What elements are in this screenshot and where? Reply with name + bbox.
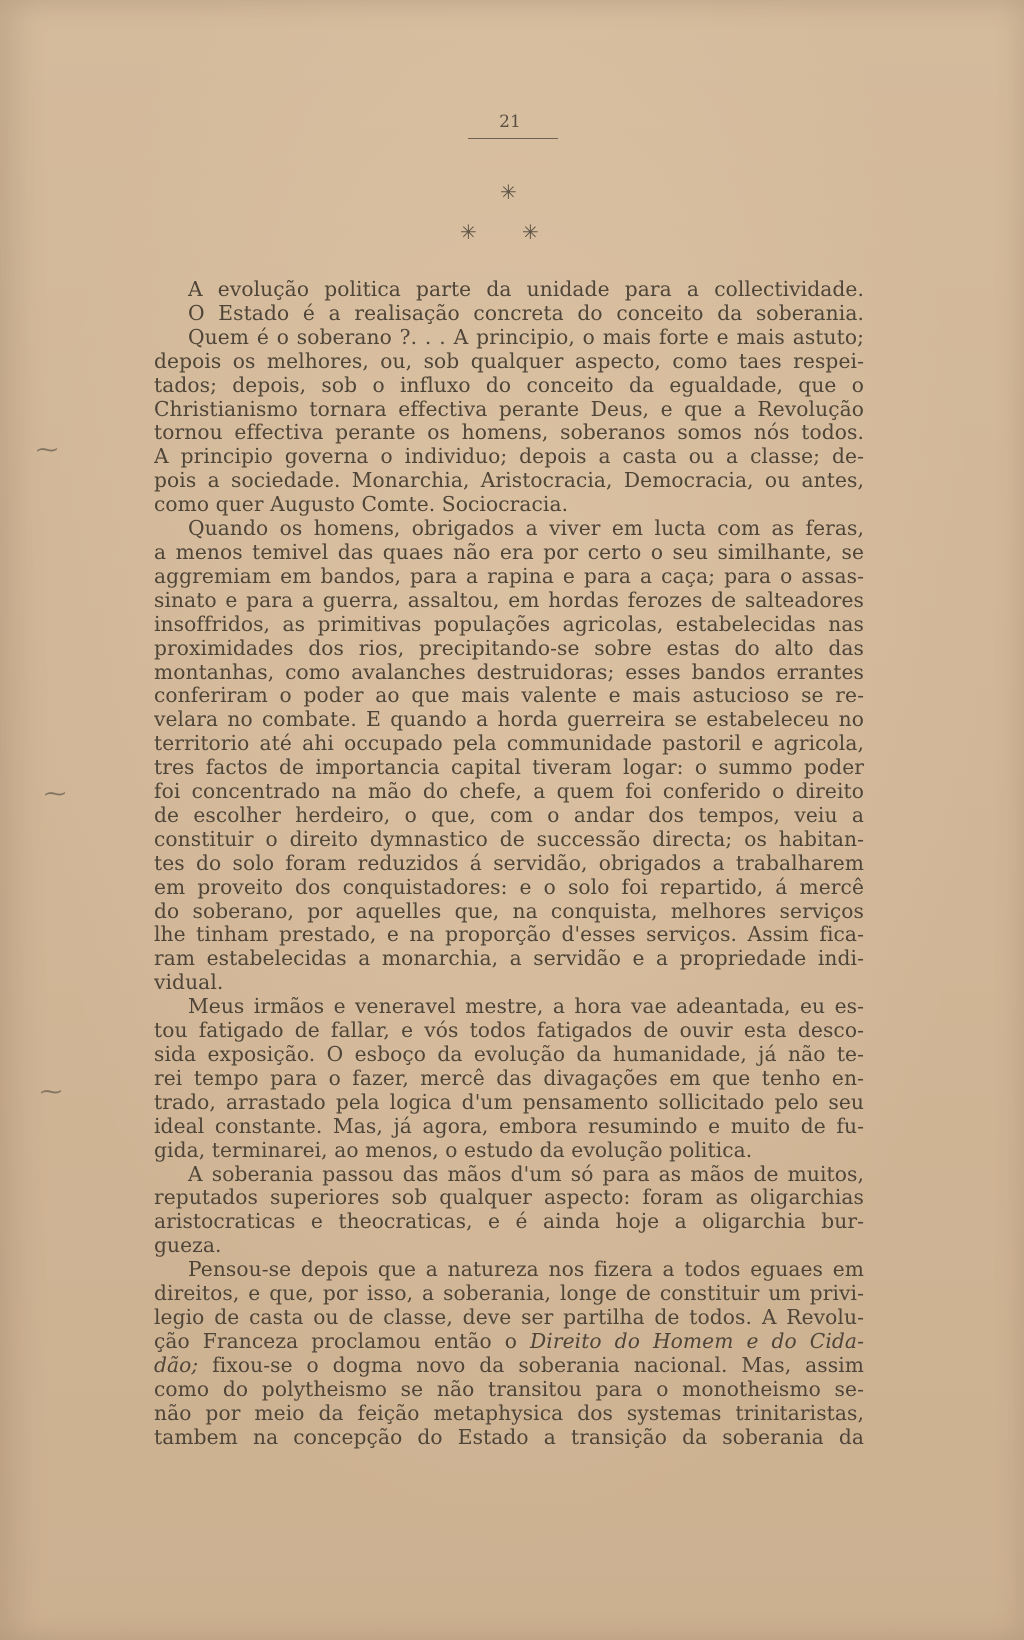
text-line: velara no combate. E quando a horda guerreira se estabeleceu no (154, 708, 864, 732)
text-line: a menos temivel das quaes não era por certo o seu similhante, se (154, 540, 864, 564)
text-line: tres factos de importancia capital tiveram logar: o summo poder (154, 756, 864, 780)
asterism-left-icon: ✳ (460, 220, 477, 244)
text-line: insoffridos, as primitivas populações agricolas, estabelecidas nas (154, 612, 864, 636)
text-line: em proveito dos conquistadores: e o solo foi repartido, á mercê (154, 875, 864, 899)
margin-stain-icon: ⁓ (44, 782, 66, 807)
text-line: sinato e para a guerra, assaltou, em hordas ferozes de salteadores (154, 588, 864, 612)
text-line: constituir o direito dymnastico de successão directa; os habitan- (154, 827, 864, 851)
text-line: do soberano, por aquelles que, na conquista, melhores serviços (154, 899, 864, 923)
text-line: legio de casta ou de classe, deve ser partilha de todos. A Revolu- (154, 1305, 864, 1329)
text-line: Meus irmãos e veneravel mestre, a hora vae adeantada, eu es- (188, 995, 864, 1019)
text-line: foi concentrado na mão do chefe, a quem foi conferido o direito (154, 780, 864, 804)
text-line: rei tempo para o fazer, mercê das divagações em que tenho en- (154, 1066, 864, 1090)
text-line: de escolher herdeiro, o que, com o andar dos tempos, veiu a (154, 803, 864, 827)
text-line: lhe tinham prestado, e na proporção d'esses serviços. Assim fica- (154, 923, 864, 947)
text-line: tornou effectiva perante os homens, soberanos somos nós todos. (154, 421, 864, 445)
text-line: sida exposição. O esboço da evolução da humanidade, já não te- (154, 1043, 864, 1066)
text-line: direitos, e que, por isso, a soberania, longe de constituir um privi- (154, 1282, 864, 1306)
text-line: territorio até ahi occupado pela communidade pastoril e agricola, (154, 732, 864, 756)
text-line: tados; depois, sob o influxo do conceito da egualdade, que o (154, 373, 864, 397)
text-line: tou fatigado de fallar, e vós todos fatigados de ouvir esta desco- (154, 1019, 864, 1043)
page-number-rule (468, 138, 558, 139)
text-line: pois a sociedade. Monarchia, Aristocracia, Democracia, ou antes, (154, 469, 864, 493)
text-line-mixed (154, 1354, 864, 1378)
text-line: gueza. (154, 1234, 222, 1258)
page-number: 21 (499, 112, 521, 132)
text-line: ideal constante. Mas, já agora, embora resumindo e muito de fu- (154, 1114, 864, 1138)
text-line: tes do solo foram reduzidos á servidão, obrigados a trabalharem (154, 851, 864, 875)
text-line: como do polytheismo se não transitou para o monotheismo se- (154, 1377, 864, 1401)
text-line-mixed (154, 1330, 864, 1354)
text-line: vidual. (154, 971, 224, 995)
text-line: Christianismo tornara effectiva perante Deus, e que a Revolução (154, 397, 864, 421)
text-line: trado, arrastado pela logica d'um pensamento sollicitado pelo seu (154, 1090, 864, 1114)
text-line: gida, terminarei, ao menos, o estudo da evolução politica. (154, 1138, 753, 1162)
text-line: aristocraticas e theocraticas, e é ainda hoje a oligarchia bur- (154, 1210, 864, 1234)
margin-stain-icon: ⁓ (36, 438, 58, 463)
text-line: A soberania passou das mãos d'um só para as mãos de muitos, (188, 1162, 864, 1186)
text-line: Pensou-se depois que a natureza nos fizera a todos eguaes em (188, 1258, 864, 1282)
margin-stain-icon: ⁓ (40, 1080, 62, 1105)
text-segment: ção Franceza proclamou então o (154, 1329, 530, 1353)
asterism-top-icon: ✳ (500, 180, 517, 204)
text-line: depois os melhores, ou, sob qualquer aspecto, como taes respei- (154, 349, 864, 373)
body-text (154, 278, 864, 1449)
text-line: Quando os homens, obrigados a viver em lucta com as feras, (188, 517, 864, 541)
text-line: conferiram o poder ao que mais valente e mais astucioso se re- (154, 684, 864, 708)
text-line: ram estabelecidas a monarchia, a servidão e a propriedade indi- (154, 947, 864, 971)
text-line: reputados superiores sob qualquer aspecto: foram as oligarchias (154, 1186, 864, 1210)
text-line: como quer Augusto Comte. Sociocracia. (154, 493, 569, 517)
text-line: tambem na concepção do Estado a transição da soberania da (154, 1425, 864, 1449)
text-segment: fixou-se o dogma novo da soberania nacional. Mas, assim (198, 1353, 864, 1377)
asterism-right-icon: ✳ (522, 220, 539, 244)
text-line: proximidades dos rios, precipitando-se sobre estas do alto das (154, 636, 864, 660)
text-line: Quem é o soberano ?. . . A principio, o mais forte e mais astuto; (188, 325, 864, 349)
italic-title-reference: dão; (154, 1353, 199, 1377)
text-line: O Estado é a realisação concreta do conceito da soberania. (188, 301, 864, 325)
text-line: A principio governa o individuo; depois a casta ou a classe; de- (154, 445, 864, 469)
text-line: montanhas, como avalanches destruidoras; esses bandos errantes (154, 660, 864, 684)
text-line: aggremiam em bandos, para a rapina e para a caça; para o assas- (154, 564, 864, 588)
text-line: não por meio da feição metaphysica dos systemas trinitaristas, (154, 1401, 864, 1425)
text-line: A evolução politica parte da unidade para a collectividade. (188, 278, 864, 301)
italic-title-reference: Direito do Homem e do Cida- (530, 1329, 864, 1353)
